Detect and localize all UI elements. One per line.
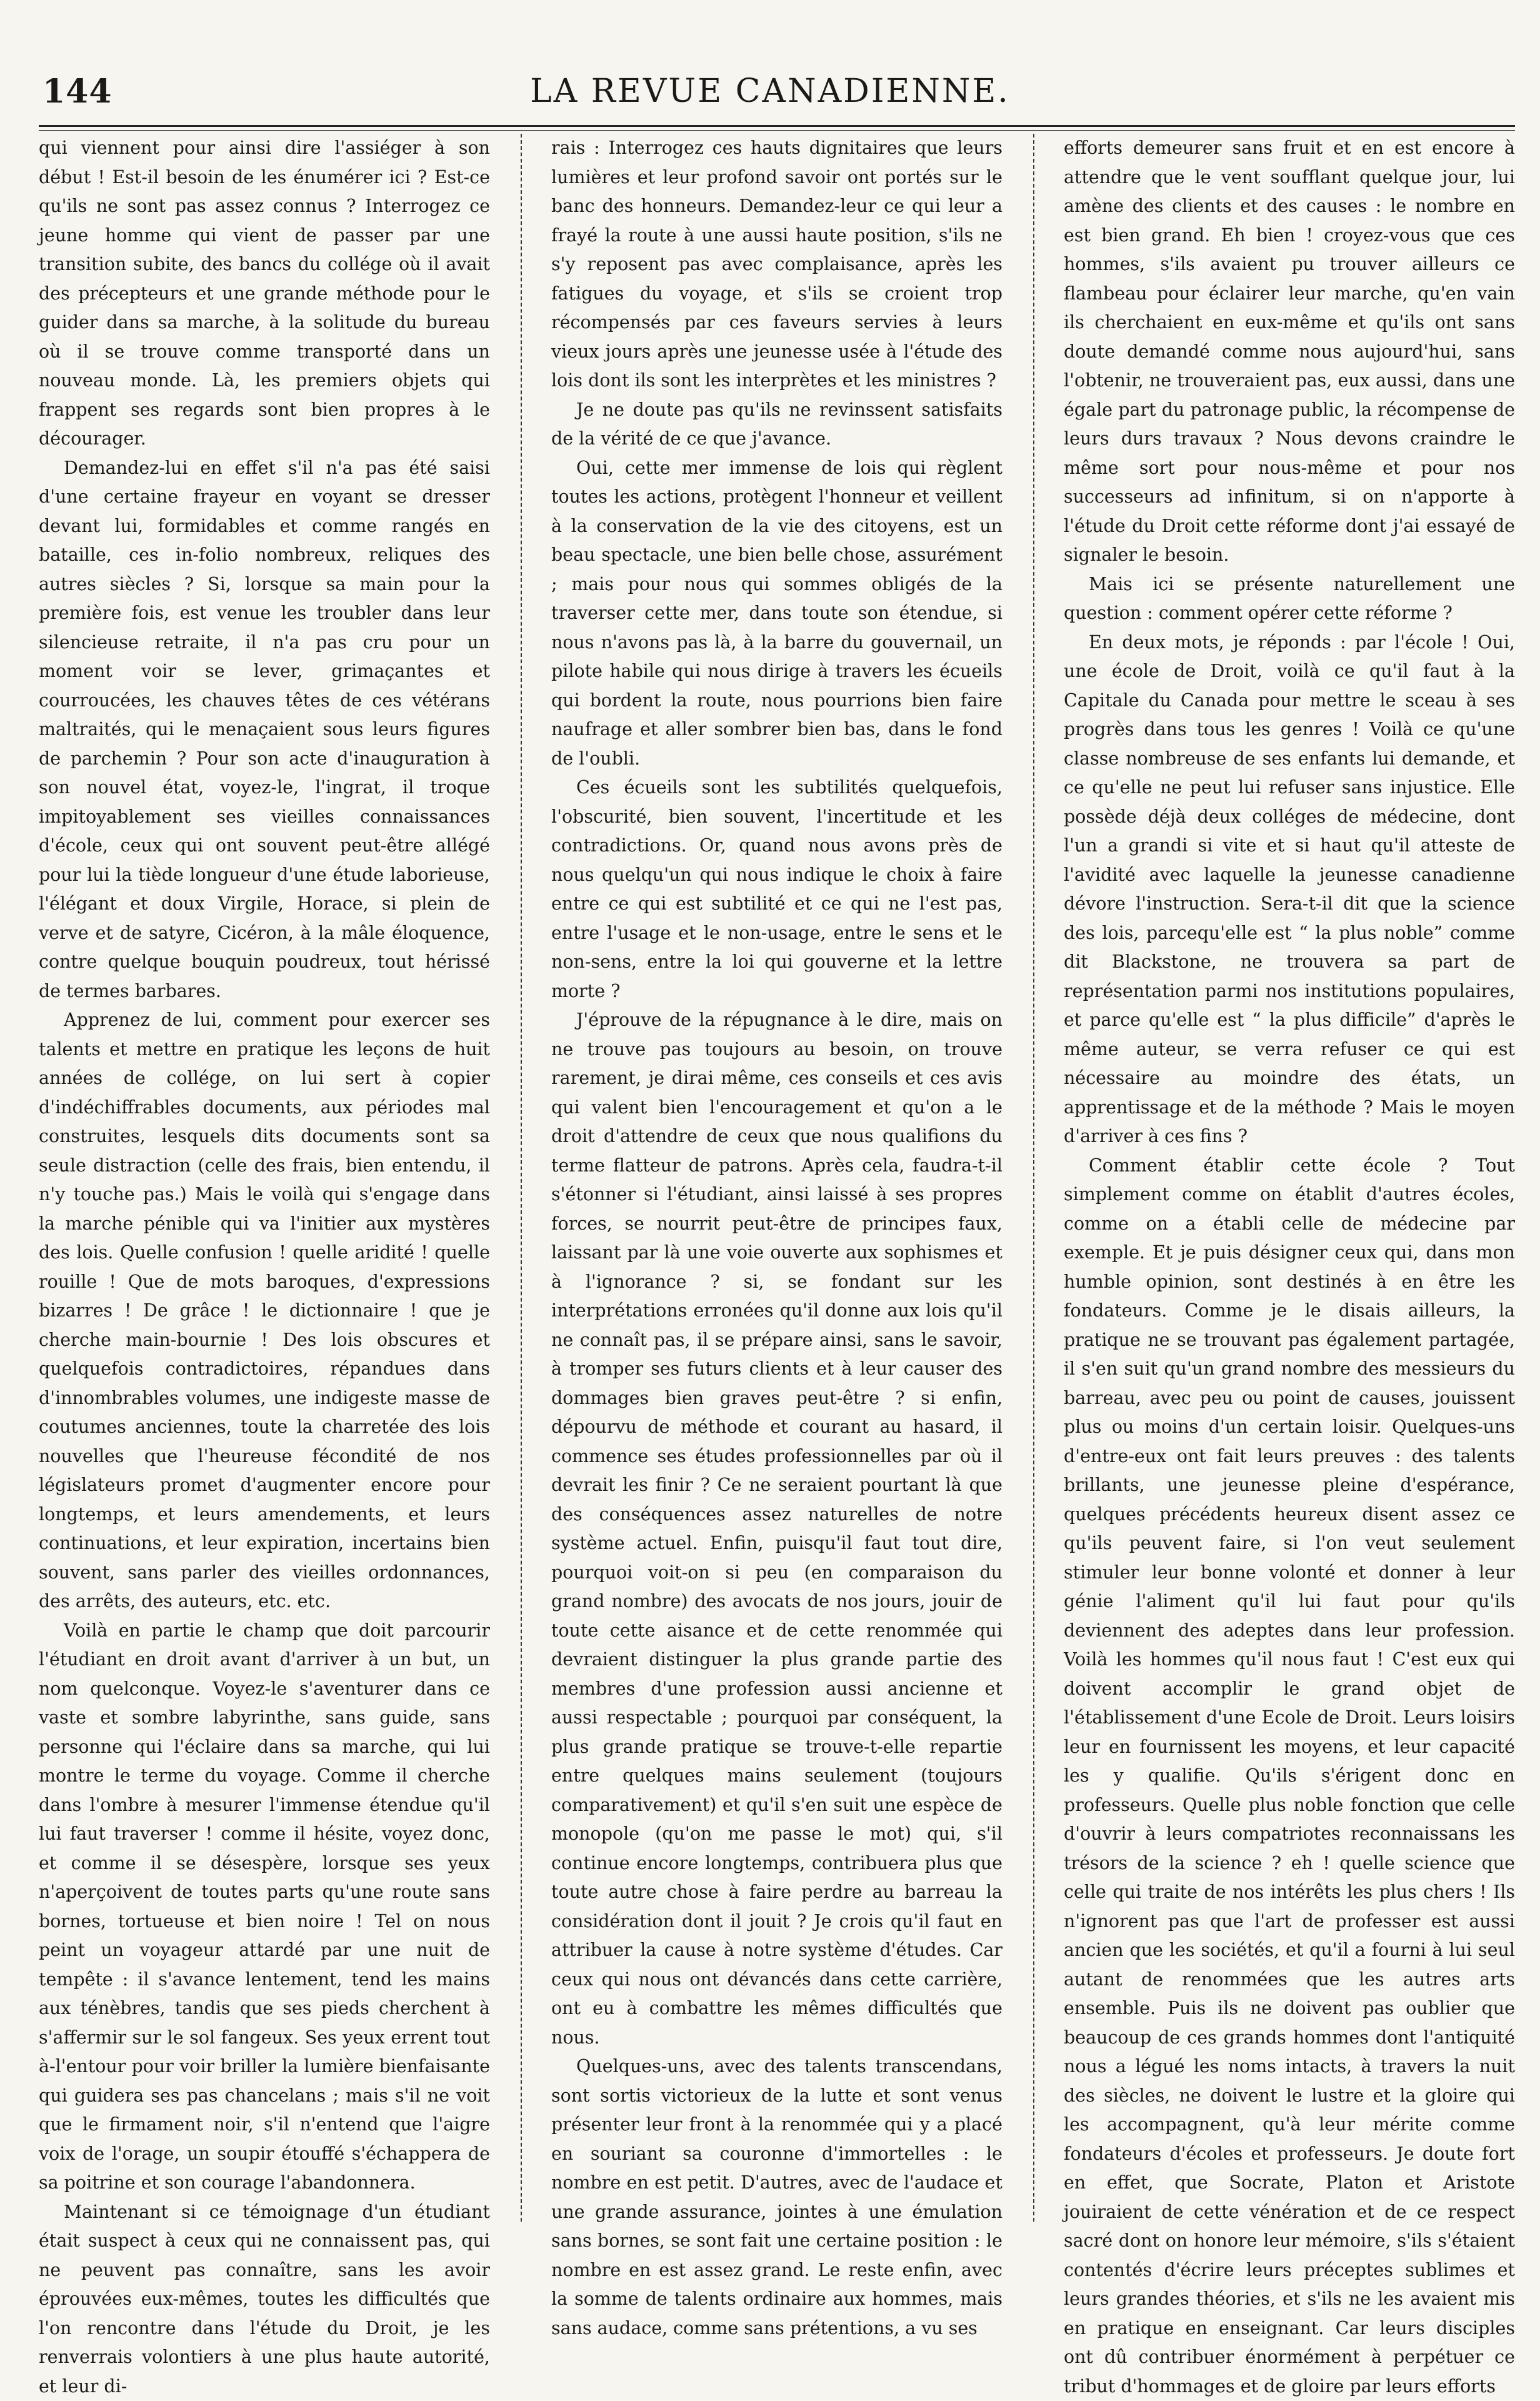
paragraph: Apprenez de lui, comment pour exercer ses talents et mettre en pratique les leçons de huit années de collége, on lui sert à copier d'indéchiffrables documents, aux périodes mal construites, lesquels dits documents sont sa seule distraction (celle des frais, bien entendu, il n'y touche pas.) Mais le voilà qui s'engage dans la marche pénible qui va l'initier aux mystères des lois. Quelle confusion ! quelle aridité ! quelle rouille ! Que de mots baroques, d'expressions bizarres ! De grâce ! le dictionnaire ! que je cherche main-bournie ! Des lois obscures et quelquefois contradictoires, répandues dans d'innombrables volumes, une indigeste masse de coutumes anciennes, toute la charretée des lois nouvelles que l'heureuse fécondité de nos législateurs promet d'augmenter encore pour longtemps, et leurs amendements, et leurs continuations, et leur expiration, incertains bien souvent, sans parler des vieilles ordonnances, des arrêts, des auteurs, etc. etc. <box>39 1006 490 1617</box>
paragraph: Quelques-uns, avec des talents transcendans, sont sortis victorieux de la lutte et sont venus présenter leur front à la renommée qui y a placé en souriant sa couronne d'immortelles : le nombre en est petit. D'autres, avec de l'audace et une grande assurance, jointes à une émulation sans bornes, se sont fait une certaine position : le nombre en est assez grand. Le reste enfin, avec la somme de talents ordinaire aux hommes, mais sans audace, comme sans prétentions, a vu ses <box>551 2052 1002 2343</box>
paragraph: rais : Interrogez ces hauts dignitaires que leurs lumières et leur profond savoir ont portés sur le banc des honneurs. Demandez-leur ce qui leur a frayé la route à une aussi haute position, s'ils ne s'y reposent pas avec complaisance, après les fatigues du voyage, et s'ils se croient trop récompensés par ces faveurs servies à leurs vieux jours après une jeunesse usée à l'étude des lois dont ils sont les interprètes et les ministres ? <box>551 134 1002 396</box>
header-rule <box>39 125 1515 131</box>
paragraph: Mais ici se présente naturellement une question : comment opérer cette réforme ? <box>1064 570 1515 628</box>
column-divider <box>1033 134 1034 2222</box>
column-divider <box>521 134 522 2222</box>
paragraph: Maintenant si ce témoignage d'un étudiant était suspect à ceux qui ne connaissent pas, qui ne peuvent pas connaître, sans les avoir éprouvées eux-mêmes, toutes les difficultés que l'on rencontre dans l'étude du Droit, je les renverrais volontiers à une plus haute autorité, et leur di- <box>39 2198 490 2401</box>
running-title: LA REVUE CANADIENNE. <box>0 73 1540 110</box>
article-body <box>39 134 1515 2222</box>
paragraph: Oui, cette mer immense de lois qui règlent toutes les actions, protègent l'honneur et veillent à la conservation de la vie des citoyens, est un beau spectacle, une bien belle chose, assurément ; mais pour nous qui sommes obligés de la traverser cette mer, dans toute son étendue, si nous n'avons pas là, à la barre du gouvernail, un pilote habile qui nous dirige à travers les écueils qui bordent la route, nous pourrions bien faire naufrage et aller sombrer bien bas, dans le fond de l'oubli. <box>551 454 1002 774</box>
column-1 <box>39 134 490 2222</box>
paragraph: En deux mots, je réponds : par l'école ! Oui, une école de Droit, voilà ce qu'il faut à la Capitale du Canada pour mettre le sceau à ses progrès dans tous les genres ! Voilà ce qu'une classe nombreuse de ses enfants lui demande, et ce qu'elle ne peut lui refuser sans injustice. Elle possède déjà deux colléges de médecine, dont l'un a grandi si vite et si haut qu'il atteste de l'avidité avec laquelle la jeunesse canadienne dévore l'instruction. Sera-t-il dit que la science des lois, parcequ'elle est “ la plus noble” comme dit Blackstone, ne trouvera sa part de représentation parmi nos institutions populaires, et parce qu'elle est “ la plus difficile” d'après le même auteur, se verra refuser ce qui est nécessaire au moindre des états, un apprentissage et de la méthode ? Mais le moyen d'arriver à ces fins ? <box>1064 628 1515 1151</box>
paragraph: Voilà en partie le champ que doit parcourir l'étudiant en droit avant d'arriver à un but, un nom quelconque. Voyez-le s'aventurer dans ce vaste et sombre labyrinthe, sans guide, sans personne qui l'éclaire dans sa marche, qui lui montre le terme du voyage. Comme il cherche dans l'ombre à mesurer l'immense étendue qu'il lui faut traverser ! comme il hésite, voyez donc, et comme il se désespère, lorsque ses yeux n'aperçoivent de toutes parts qu'une route sans bornes, tortueuse et bien noire ! Tel on nous peint un voyageur attardé par une nuit de tempête : il s'avance lentement, tend les mains aux ténèbres, tandis que ses pieds cherchent à s'affermir sur le sol fangeux. Ses yeux errent tout à-l'entour pour voir briller la lumière bienfaisante qui guidera ses pas chancelans ; mais s'il ne voit que le firmament noir, s'il n'entend que l'aigre voix de l'orage, un soupir étouffé s'échappera de sa poitrine et son courage l'abandonnera. <box>39 1617 490 2198</box>
column-2 <box>551 134 1002 2222</box>
page-number: 144 <box>42 73 112 111</box>
paragraph: Je ne doute pas qu'ils ne revinssent satisfaits de la vérité de ce que j'avance. <box>551 396 1002 454</box>
paragraph: J'éprouve de la répugnance à le dire, mais on ne trouve pas toujours au besoin, on trouve rarement, je dirai même, ces conseils et ces avis qui valent bien l'encouragement et qu'on a le droit d'attendre de ceux que nous qualifions du terme flatteur de patrons. Après cela, faudra-t-il s'étonner si l'étudiant, ainsi laissé à ses propres forces, se nourrit peut-être de principes faux, laissant par là une voie ouverte aux sophismes et à l'ignorance ? si, se fondant sur les interprétations erronées qu'il donne aux lois qu'il ne connaît pas, il se prépare ainsi, sans le savoir, à tromper ses futurs clients et à leur causer des dommages bien graves peut-être ? si enfin, dépourvu de méthode et courant au hasard, il commence ses études professionnelles par où il devrait les finir ? Ce ne seraient pourtant là que des conséquences assez naturelles de notre système actuel. Enfin, puisqu'il faut tout dire, pourquoi voit-on si peu (en comparaison du grand nombre) des avocats de nos jours, jouir de toute cette aisance et de cette renommée qui devraient distinguer la plus grande partie des membres d'une profession aussi ancienne et aussi respectable ; pourquoi par conséquent, la plus grande pratique se trouve-t-elle repartie entre quelques mains seulement (toujours comparativement) et qu'il s'en suit une espèce de monopole (qu'on me passe le mot) qui, s'il continue encore longtemps, contribuera plus que toute autre chose à faire perdre au barreau la considération dont il jouit ? Je crois qu'il faut en attribuer la cause à notre système d'études. Car ceux qui nous ont dévancés dans cette carrière, ont eu à combattre les mêmes difficultés que nous. <box>551 1006 1002 2052</box>
paragraph: efforts demeurer sans fruit et en est encore à attendre que le vent soufflant quelque jour, lui amène des clients et des causes : le nombre en est bien grand. Eh bien ! croyez-vous que ces hommes, s'ils avaient pu trouver ailleurs ce flambeau pour éclairer leur marche, qu'en vain ils cherchaient en eux-même et qu'ils ont sans doute demandé comme nous aujourd'hui, sans l'obtenir, ne trouveraient pas, eux aussi, dans une égale part du patronage public, la récompense de leurs durs travaux ? Nous devons craindre le même sort pour nous-même et pour nos successeurs ad infinitum, si on n'apporte à l'étude du Droit cette réforme dont j'ai essayé de signaler le besoin. <box>1064 134 1515 570</box>
paragraph: Ces écueils sont les subtilités quelquefois, l'obscurité, bien souvent, l'incertitude et les contradictions. Or, quand nous avons près de nous quelqu'un qui nous indique le choix à faire entre ce qui est subtilité et ce qui ne l'est pas, entre l'usage et le non-usage, entre le sens et le non-sens, entre la loi qui gouverne et la lettre morte ? <box>551 773 1002 1006</box>
paragraph: Comment établir cette école ? Tout simplement comme on établit d'autres écoles, comme on a établi celle de médecine par exemple. Et je puis désigner ceux qui, dans mon humble opinion, sont destinés à en être les fondateurs. Comme je le disais ailleurs, la pratique ne se trouvant pas également partagée, il s'en suit qu'un grand nombre des messieurs du barreau, avec peu ou point de causes, jouissent plus ou moins d'un certain loisir. Quelques-uns d'entre-eux ont fait leurs preuves : des talents brillants, une jeunesse pleine d'espérance, quelques précédents heureux disent assez ce qu'ils peuvent faire, si l'on veut seulement stimuler leur bonne volonté et donner à leur génie l'aliment qu'il lui faut pour qu'ils deviennent des adeptes dans leur profession. Voilà les hommes qu'il nous faut ! C'est eux qui doivent accomplir le grand objet de l'établissement d'une Ecole de Droit. Leurs loisirs leur en fournissent les moyens, et leur capacité les y qualifie. Qu'ils s'érigent donc en professeurs. Quelle plus noble fonction que celle d'ouvrir à leurs compatriotes reconnaissans les trésors de la science ? eh ! quelle science que celle qui traite de nos intérêts les plus chers ! Ils n'ignorent pas que l'art de professer est aussi ancien que les sociétés, et qu'il a fourni à lui seul autant de renommées que les autres arts ensemble. Puis ils ne doivent pas oublier que beaucoup de ces grands hommes dont l'antiquité nous a légué les noms intacts, à travers la nuit des siècles, ne doivent le lustre et la gloire qui les accompagnent, qu'à leur mérite comme fondateurs d'écoles et professeurs. Je doute fort en effet, que Socrate, Platon et Aristote jouiraient de cette vénération et de ce respect sacré dont on honore leur mémoire, s'ils s'étaient contentés d'écrire leurs préceptes sublimes et leurs grandes théories, et s'ils ne les avaient mis en pratique en enseignant. Car leurs disciples ont dû contribuer énormément à perpétuer ce tribut d'hommages et de gloire par leurs efforts <box>1064 1151 1515 2401</box>
paragraph: Demandez-lui en effet s'il n'a pas été saisi d'une certaine frayeur en voyant se dresser devant lui, formidables et comme rangés en bataille, ces in-folio nombreux, reliques des autres siècles ? Si, lorsque sa main pour la première fois, est venue les troubler dans leur silencieuse retraite, il n'a pas cru pour un moment voir se lever, grimaçantes et courroucées, les chauves têtes de ces vétérans maltraités, qui le menaçaient sous leurs figures de parchemin ? Pour son acte d'inauguration à son nouvel état, voyez-le, l'ingrat, il troque impitoyablement ses vieilles connaissances d'école, ceux qui ont souvent peut-être allégé pour lui la tiède longueur d'une étude laborieuse, l'élégant et doux Virgile, Horace, si plein de verve et de satyre, Cicéron, à la mâle éloquence, contre quelque bouquin poudreux, tout hérissé de termes barbares. <box>39 454 490 1006</box>
column-3 <box>1064 134 1515 2222</box>
paragraph: qui viennent pour ainsi dire l'assiéger à son début ! Est-il besoin de les énumérer ici ? Est-ce qu'ils ne sont pas assez connus ? Interrogez ce jeune homme qui vient de passer par une transition subite, des bancs du collége où il avait des précepteurs et une grande méthode pour le guider dans sa marche, à la solitude du bureau où il se trouve comme transporté dans un nouveau monde. Là, les premiers objets qui frappent ses regards sont bien propres à le décourager. <box>39 134 490 454</box>
